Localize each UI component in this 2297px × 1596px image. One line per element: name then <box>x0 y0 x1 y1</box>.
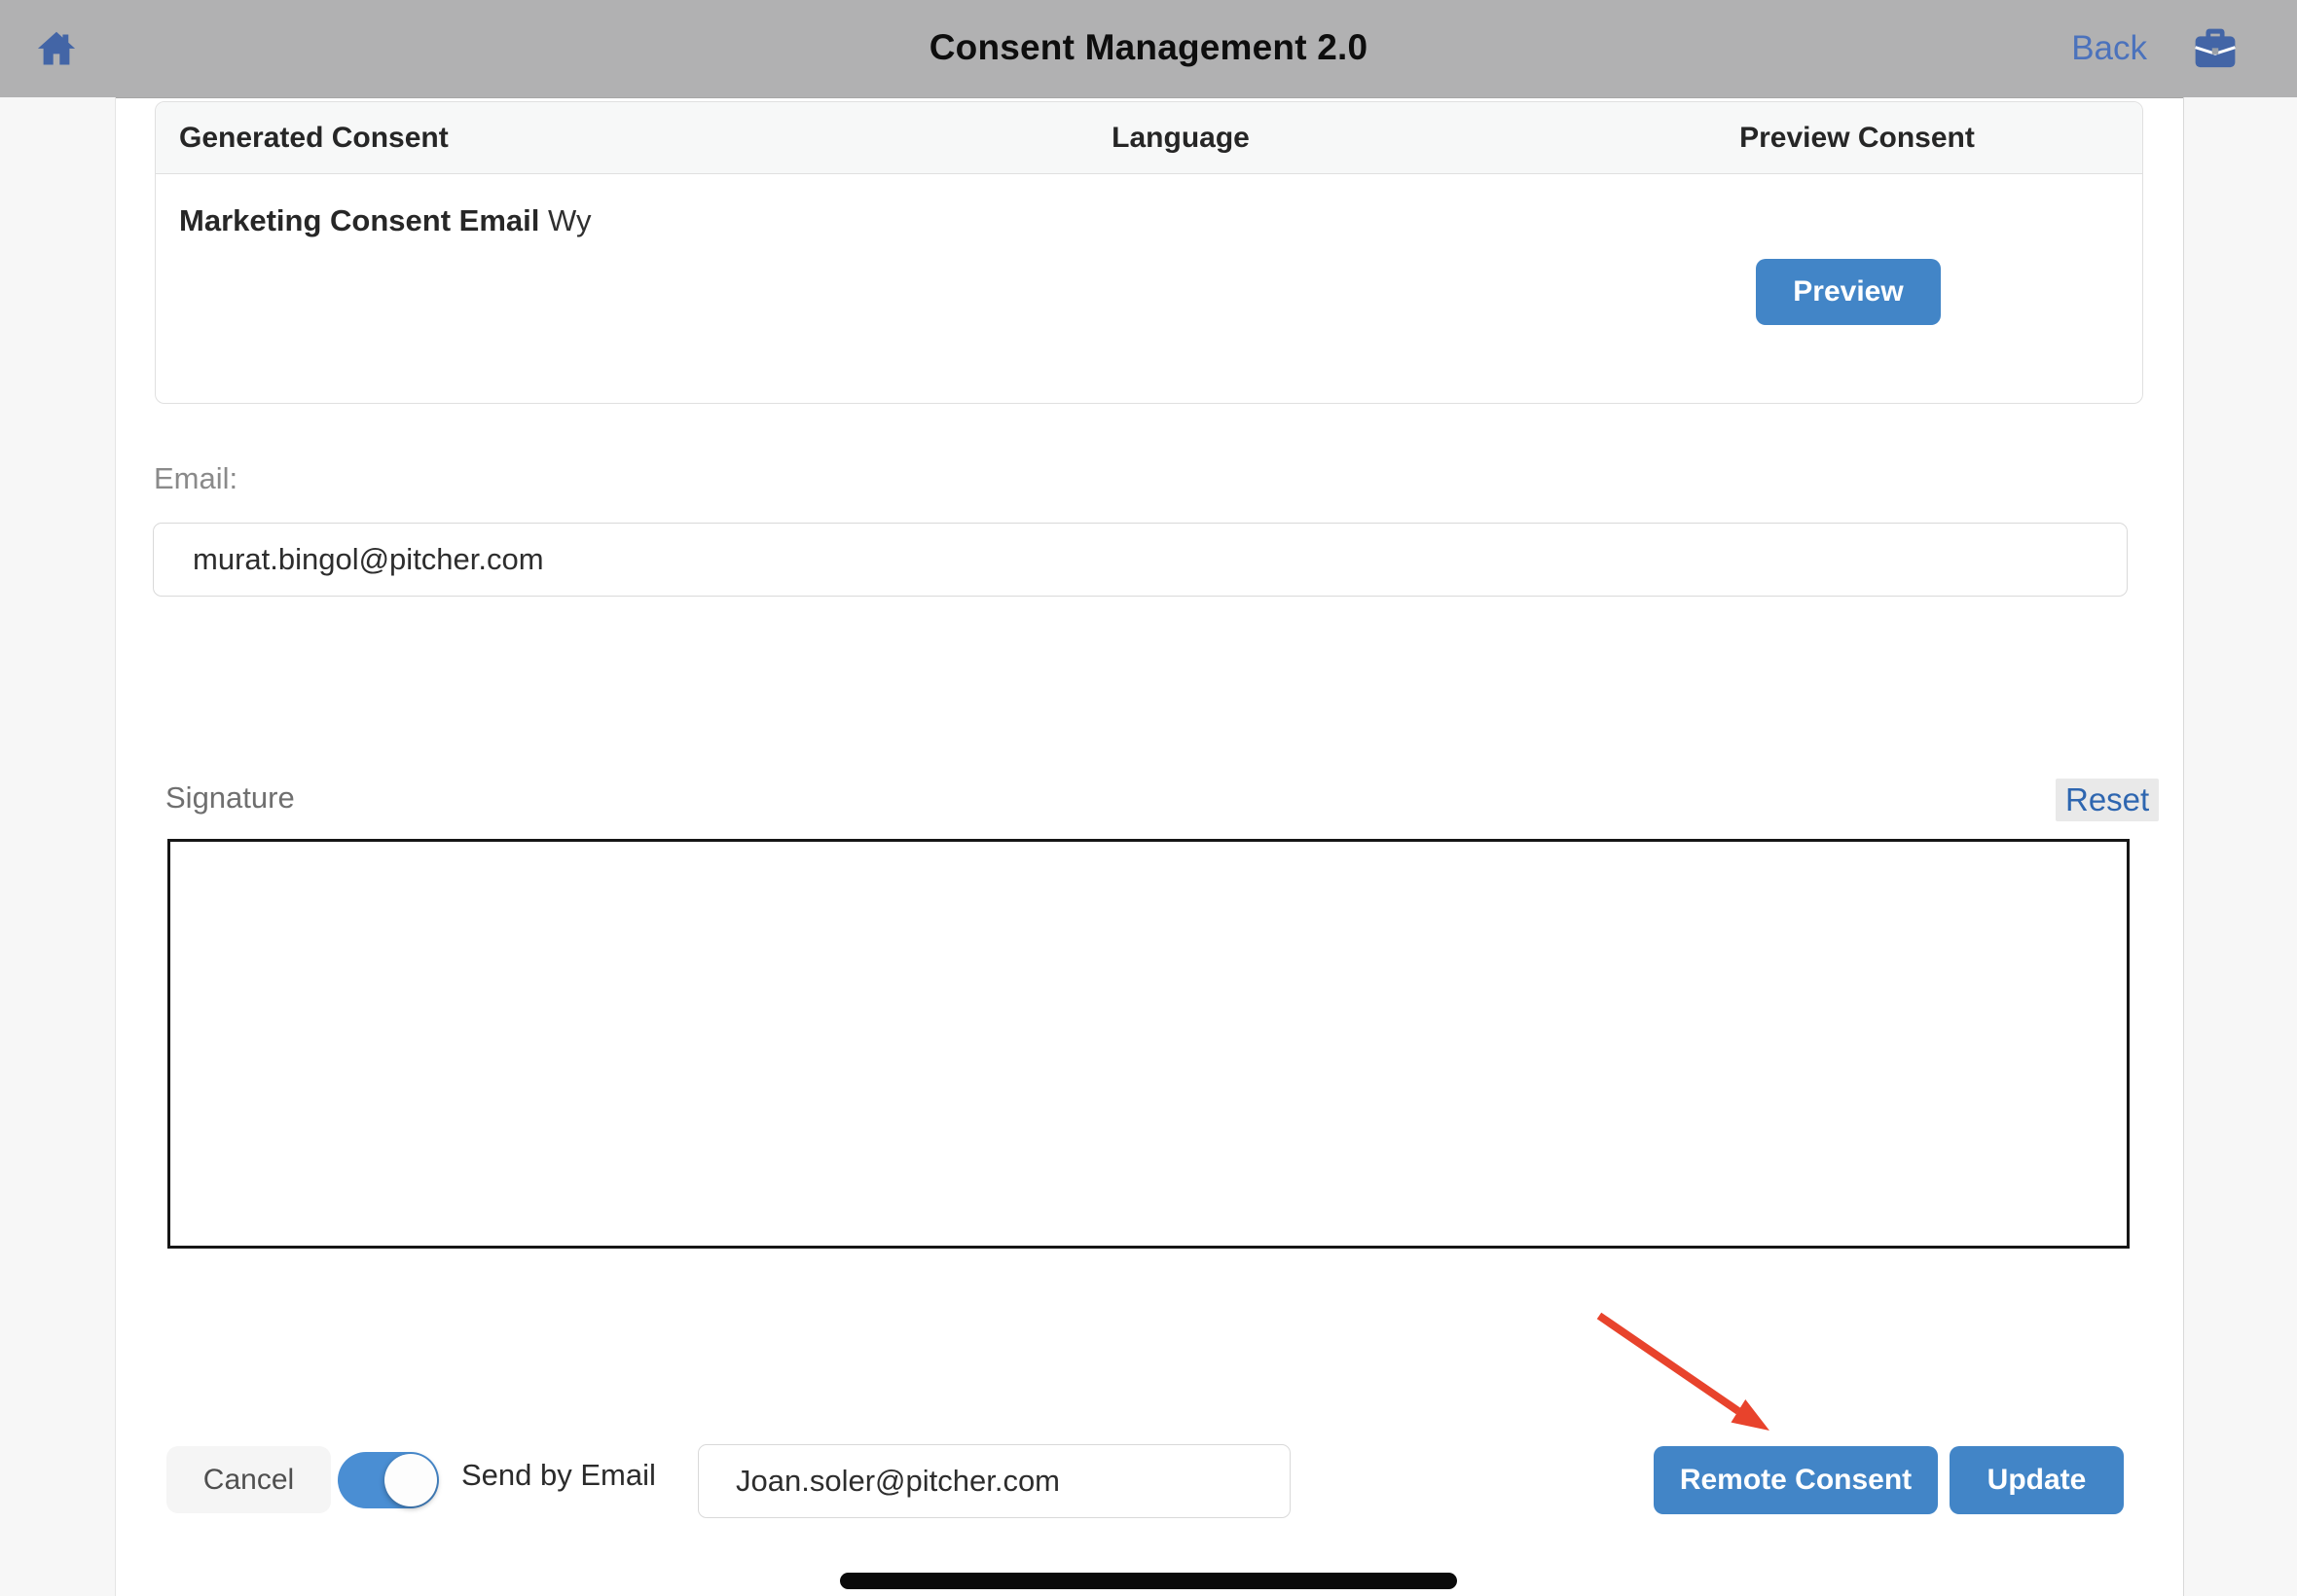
home-indicator[interactable] <box>840 1573 1457 1589</box>
header-preview-consent: Preview Consent <box>1739 122 1975 154</box>
consent-name-suffix: Wy <box>539 203 592 237</box>
consent-table <box>155 101 2143 404</box>
table-row <box>156 174 2142 404</box>
consent-name-bold: Marketing Consent Email <box>179 203 540 237</box>
page-title: Consent Management 2.0 <box>929 27 1368 67</box>
remote-consent-button[interactable]: Remote Consent <box>1654 1446 1938 1514</box>
navbar <box>0 0 2297 98</box>
left-pane <box>0 97 116 1596</box>
signature-pad[interactable] <box>167 839 2130 1249</box>
signature-label: Signature <box>165 780 295 815</box>
table-header-row <box>156 102 2142 174</box>
email-input[interactable] <box>153 523 2128 597</box>
reset-button[interactable]: Reset <box>2056 779 2159 821</box>
send-by-email-toggle[interactable] <box>338 1452 439 1508</box>
cancel-button[interactable]: Cancel <box>166 1446 331 1513</box>
update-button[interactable]: Update <box>1950 1446 2124 1514</box>
navbar-right-group <box>2071 0 2242 97</box>
header-generated-consent: Generated Consent <box>179 122 449 154</box>
recipient-email-input[interactable] <box>698 1444 1291 1518</box>
annotation-arrow <box>1557 1294 1810 1460</box>
send-by-email-label: Send by Email <box>461 1458 656 1492</box>
right-pane <box>2183 97 2297 1596</box>
toggle-knob <box>384 1454 437 1506</box>
email-label: Email: <box>154 461 238 495</box>
back-button[interactable]: Back <box>2071 29 2147 67</box>
preview-button[interactable]: Preview <box>1756 259 1941 325</box>
briefcase-icon[interactable] <box>2188 23 2242 74</box>
consent-name <box>179 203 591 238</box>
header-language: Language <box>1112 122 1250 154</box>
